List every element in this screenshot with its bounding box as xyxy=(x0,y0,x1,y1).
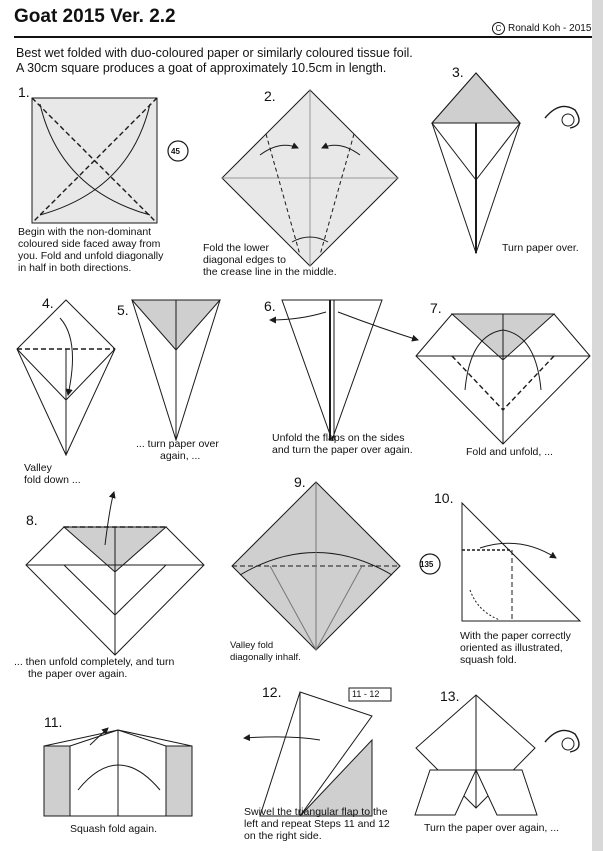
repeat-steps-tag: 11 - 12 xyxy=(352,689,380,699)
rotation-45-label: 45 xyxy=(171,147,180,156)
step-12-caption: Swivel the triangular flap to the left and repeat Steps 11 and 12 on the right side. xyxy=(244,806,390,842)
step-4-diagram xyxy=(17,300,115,455)
page-title: Goat 2015 Ver. 2.2 xyxy=(14,6,176,27)
step-number: 1. xyxy=(18,84,30,100)
step-3-diagram xyxy=(432,73,579,253)
step-1-diagram xyxy=(32,98,188,223)
step-1-caption: Begin with the non-dominant coloured side faced away from you. Fold and unfold diagonally in half in both directions. xyxy=(18,226,164,274)
step-6-caption: Unfold the flaps on the sides and turn the paper over again. xyxy=(272,432,413,456)
step-number: 4. xyxy=(42,295,54,311)
step-2-diagram xyxy=(222,90,398,266)
step-8-caption: ... then unfold completely, and turn the paper over again. xyxy=(14,656,175,680)
step-number: 8. xyxy=(26,512,38,528)
step-5-diagram xyxy=(132,300,220,440)
step-4-caption: Valley fold down ... xyxy=(24,462,81,486)
step-3-caption: Turn paper over. xyxy=(502,242,579,254)
step-6-diagram xyxy=(270,300,418,440)
step-9-diagram xyxy=(232,482,400,650)
step-13-caption: Turn the paper over again, ... xyxy=(424,822,560,834)
step-13-diagram xyxy=(415,695,579,815)
step-number: 12. xyxy=(262,684,282,700)
step-number: 13. xyxy=(440,688,460,704)
rotation-135-label: 135 xyxy=(420,560,434,569)
step-11-diagram xyxy=(44,728,192,816)
step-9-caption: Valley fold diagonally inhalf. xyxy=(230,640,301,663)
author-credit-text: Ronald Koh - 2015 xyxy=(508,23,592,34)
step-7-caption: Fold and unfold, ... xyxy=(466,446,553,458)
step-12-diagram xyxy=(244,688,391,816)
step-number: 7. xyxy=(430,300,442,316)
step-number: 2. xyxy=(264,88,276,104)
step-5-caption: ... turn paper over again, ... xyxy=(136,438,219,462)
step-number: 5. xyxy=(117,302,129,318)
step-number: 6. xyxy=(264,298,276,314)
step-10-diagram xyxy=(420,503,580,621)
step-number: 3. xyxy=(452,64,464,80)
step-11-caption: Squash fold again. xyxy=(70,823,157,835)
step-number: 9. xyxy=(294,474,306,490)
step-number: 10. xyxy=(434,490,454,506)
step-number: 11. xyxy=(44,714,63,730)
copyright-icon: C xyxy=(492,22,505,35)
intro-line-2: A 30cm square produces a goat of approximately 10.5cm in length. xyxy=(16,61,387,75)
step-10-caption: With the paper correctly oriented as illustrated, squash fold. xyxy=(460,630,571,666)
step-2-caption: Fold the lower diagonal edges to the crease line in the middle. xyxy=(203,242,337,278)
step-7-diagram xyxy=(416,314,590,444)
step-8-diagram xyxy=(26,492,204,655)
intro-line-1: Best wet folded with duo-coloured paper or similarly coloured tissue foil. xyxy=(16,46,413,60)
